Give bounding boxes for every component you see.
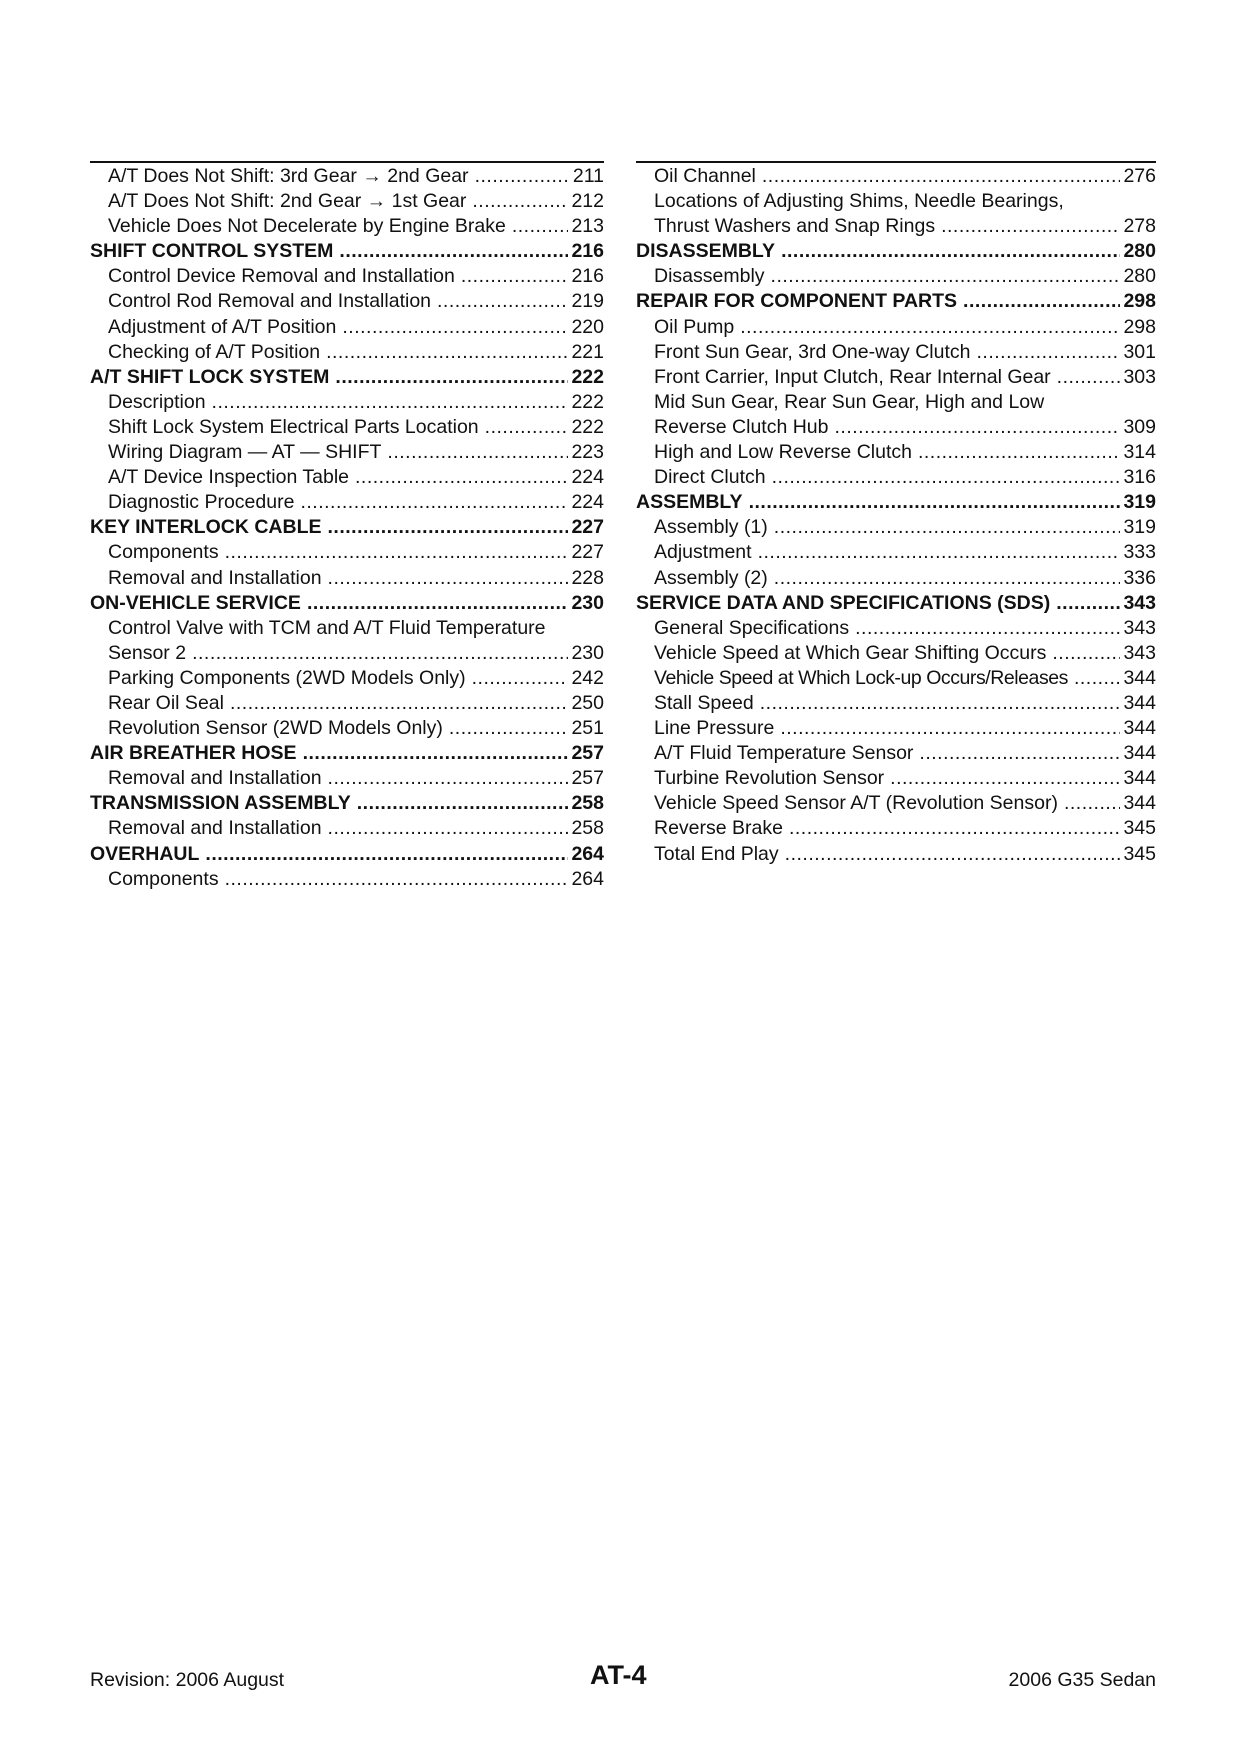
toc-entry-page: 343 — [1123, 591, 1156, 614]
toc-entry-page: 345 — [1123, 817, 1156, 840]
toc-entry[interactable] — [90, 641, 604, 666]
toc-entry-title: Removal and Installation — [108, 566, 322, 589]
toc-entry-title: Vehicle Speed at Which Gear Shifting Occurs — [654, 641, 1047, 664]
toc-dot-leader — [771, 264, 1121, 289]
toc-section-entry[interactable] — [90, 365, 604, 390]
toc-entry-title: General Specifications — [654, 616, 850, 639]
toc-entry[interactable] — [90, 716, 604, 741]
toc-entry-title: Stall Speed — [654, 691, 754, 714]
toc-entry-title: Assembly (1) — [654, 516, 768, 539]
toc-entry-page: 216 — [571, 265, 604, 288]
toc-entry-page: 212 — [571, 190, 604, 213]
toc-entry[interactable] — [90, 465, 604, 490]
toc-entry[interactable] — [90, 315, 604, 340]
toc-dot-leader — [758, 540, 1121, 565]
toc-entry-page: 280 — [1123, 265, 1156, 288]
toc-dot-leader — [1064, 791, 1120, 816]
toc-entry-page: 257 — [571, 767, 604, 790]
toc-entry-title: Direct Clutch — [654, 466, 766, 489]
toc-dot-leader — [774, 566, 1121, 591]
toc-dot-leader — [472, 666, 569, 691]
toc-entry-page: 264 — [571, 867, 604, 890]
toc-entry-title: Checking of A/T Position — [108, 340, 321, 363]
toc-dot-leader — [835, 415, 1121, 440]
toc-dot-leader — [760, 691, 1121, 716]
toc-entry[interactable] — [90, 566, 604, 591]
toc-entry-page: 344 — [1123, 691, 1156, 714]
toc-entry-title: A/T Fluid Temperature Sensor — [654, 742, 914, 765]
toc-entry-title: Turbine Revolution Sensor — [654, 767, 885, 790]
toc-dot-leader — [342, 315, 568, 340]
toc-entry-page: 224 — [571, 466, 604, 489]
toc-dot-leader — [785, 842, 1121, 867]
toc-entry-page: 220 — [571, 315, 604, 338]
toc-dot-leader — [225, 867, 569, 892]
toc-entry[interactable] — [636, 164, 1156, 189]
toc-entry-title: Removal and Installation — [108, 767, 322, 790]
toc-entry[interactable] — [90, 390, 604, 415]
toc-section-entry[interactable] — [636, 289, 1156, 314]
toc-entry[interactable] — [636, 666, 1156, 691]
toc-entry-title: Reverse Clutch Hub — [654, 415, 829, 438]
toc-entry-page: 250 — [571, 691, 604, 714]
toc-entry-page: 242 — [571, 666, 604, 689]
toc-entry-title: ASSEMBLY — [636, 491, 743, 514]
toc-section-entry[interactable] — [90, 842, 604, 867]
toc-dot-leader — [230, 691, 568, 716]
toc-entry-page: 230 — [571, 591, 604, 614]
toc-entry-prefix: Locations of Adjusting Shims, Needle Bearings, — [654, 190, 1064, 213]
toc-entry[interactable] — [90, 289, 604, 314]
toc-entry[interactable] — [636, 566, 1156, 591]
toc-entry-page: 303 — [1123, 365, 1156, 388]
toc-dot-leader — [475, 164, 570, 189]
toc-entry[interactable] — [90, 816, 604, 841]
toc-entry[interactable] — [90, 264, 604, 289]
toc-entry-page: 230 — [571, 641, 604, 664]
toc-entry-page: 344 — [1123, 792, 1156, 815]
toc-entry-page: 216 — [571, 240, 604, 263]
toc-entry[interactable] — [636, 842, 1156, 867]
toc-entry-title: Removal and Installation — [108, 817, 322, 840]
toc-left-column — [90, 164, 604, 892]
toc-entry-title: REPAIR FOR COMPONENT PARTS — [636, 290, 958, 313]
toc-entry-title: Front Sun Gear, 3rd One-way Clutch — [654, 340, 971, 363]
toc-section-entry[interactable] — [636, 591, 1156, 616]
toc-entry-page: 251 — [571, 717, 604, 740]
toc-entry-title: Description — [108, 390, 206, 413]
toc-dot-leader — [357, 791, 569, 816]
toc-entry[interactable] — [636, 365, 1156, 390]
toc-dot-leader — [485, 415, 569, 440]
toc-entry-title: Control Rod Removal and Installation — [108, 290, 432, 313]
toc-dot-leader — [328, 515, 569, 540]
toc-dot-leader — [437, 289, 568, 314]
toc-entry-page: 213 — [571, 215, 604, 238]
footer-page-id: AT-4 — [590, 1660, 647, 1690]
toc-entry[interactable] — [636, 766, 1156, 791]
toc-dot-leader — [740, 315, 1120, 340]
toc-entry[interactable] — [636, 264, 1156, 289]
toc-dot-leader — [890, 766, 1120, 791]
toc-entry[interactable] — [90, 540, 604, 565]
toc-dot-leader — [774, 515, 1121, 540]
toc-entry-title: Vehicle Speed Sensor A/T (Revolution Sensor) — [654, 792, 1058, 815]
toc-entry-page: 343 — [1123, 616, 1156, 639]
toc-entry-page: 345 — [1123, 842, 1156, 865]
toc-entry-page: 298 — [1123, 315, 1156, 338]
toc-entry-title: A/T Does Not Shift: 3rd Gear → 2nd Gear — [108, 165, 469, 187]
toc-entry-title: High and Low Reverse Clutch — [654, 441, 912, 464]
toc-section-entry[interactable] — [90, 515, 604, 540]
toc-entry-page: 280 — [1123, 240, 1156, 263]
toc-entry-page: 222 — [571, 365, 604, 388]
toc-section-entry[interactable] — [636, 239, 1156, 264]
toc-entry[interactable] — [90, 666, 604, 691]
toc-dot-leader — [512, 214, 569, 239]
toc-entry-prefix: Mid Sun Gear, Rear Sun Gear, High and Low — [654, 390, 1045, 413]
toc-entry-page: 344 — [1123, 666, 1156, 689]
toc-entry-title: A/T SHIFT LOCK SYSTEM — [90, 365, 330, 388]
toc-entry-page: 264 — [571, 842, 604, 865]
toc-entry[interactable] — [636, 465, 1156, 490]
toc-dot-leader — [307, 591, 569, 616]
toc-entry-title: Diagnostic Procedure — [108, 491, 295, 514]
toc-dot-leader — [205, 842, 568, 867]
toc-dot-leader — [387, 440, 568, 465]
toc-right-column — [636, 164, 1156, 867]
toc-entry[interactable] — [636, 716, 1156, 741]
toc-entry-title: Disassembly — [654, 265, 765, 288]
toc-entry-page: 301 — [1123, 340, 1156, 363]
toc-entry[interactable] — [90, 340, 604, 365]
toc-dot-leader — [976, 340, 1120, 365]
toc-entry[interactable] — [636, 741, 1156, 766]
toc-dot-leader — [772, 465, 1121, 490]
toc-dot-leader — [919, 741, 1120, 766]
toc-dot-leader — [303, 741, 569, 766]
toc-entry-title: Adjustment — [654, 541, 752, 564]
toc-dot-leader — [300, 490, 568, 515]
toc-entry[interactable] — [636, 691, 1156, 716]
toc-entry-title: SERVICE DATA AND SPECIFICATIONS (SDS) — [636, 591, 1051, 614]
toc-dot-leader — [855, 616, 1120, 641]
toc-dot-leader — [749, 490, 1121, 515]
toc-entry[interactable] — [90, 440, 604, 465]
toc-entry-page: 228 — [571, 566, 604, 589]
toc-entry-title: DISASSEMBLY — [636, 240, 776, 263]
toc-dot-leader — [461, 264, 569, 289]
toc-dot-leader — [335, 365, 568, 390]
toc-entry[interactable] — [636, 791, 1156, 816]
toc-entry[interactable] — [90, 766, 604, 791]
toc-entry-title: Vehicle Does Not Decelerate by Engine Brake — [108, 215, 506, 238]
toc-dot-leader — [963, 289, 1120, 314]
toc-entry-title: Oil Channel — [654, 165, 756, 187]
toc-entry-page: 343 — [1123, 641, 1156, 664]
toc-dot-leader — [212, 390, 569, 415]
toc-dot-leader — [328, 766, 569, 791]
toc-entry-title: Rear Oil Seal — [108, 691, 224, 714]
toc-entry-page: 222 — [571, 415, 604, 438]
toc-entry-page: 344 — [1123, 717, 1156, 740]
toc-entry-page: 276 — [1123, 165, 1156, 187]
toc-entry-title: AIR BREATHER HOSE — [90, 742, 297, 765]
toc-entry-title: Total End Play — [654, 842, 779, 865]
toc-dot-leader — [355, 465, 568, 490]
toc-entry[interactable] — [636, 340, 1156, 365]
toc-dot-leader — [328, 566, 569, 591]
toc-entry-title: Components — [108, 867, 219, 890]
toc-entry-page: 224 — [571, 491, 604, 514]
toc-entry-page: 336 — [1123, 566, 1156, 589]
right-column-top-rule — [636, 161, 1156, 163]
toc-entry-page: 227 — [571, 541, 604, 564]
toc-entry-title: Reverse Brake — [654, 817, 783, 840]
toc-dot-leader — [192, 641, 568, 666]
toc-entry-title: Front Carrier, Input Clutch, Rear Internal Gear — [654, 365, 1051, 388]
toc-dot-leader — [328, 816, 569, 841]
toc-entry[interactable] — [636, 415, 1156, 440]
toc-entry-prefix: Control Valve with TCM and A/T Fluid Temperature — [108, 616, 546, 639]
toc-entry[interactable] — [636, 515, 1156, 540]
toc-entry-page: 222 — [571, 390, 604, 413]
toc-dot-leader — [789, 816, 1120, 841]
toc-dot-leader — [941, 214, 1120, 239]
toc-entry-title: Sensor 2 — [108, 641, 187, 664]
toc-entry-title: TRANSMISSION ASSEMBLY — [90, 792, 351, 815]
toc-entry-title: Thrust Washers and Snap Rings — [654, 215, 936, 238]
toc-dot-leader — [225, 540, 569, 565]
toc-entry[interactable] — [90, 867, 604, 892]
toc-entry-page: 221 — [571, 340, 604, 363]
toc-entry-page: 227 — [571, 516, 604, 539]
toc-dot-leader — [762, 164, 1121, 189]
toc-section-entry[interactable] — [90, 591, 604, 616]
toc-dot-leader — [1052, 641, 1120, 666]
toc-entry-title: SHIFT CONTROL SYSTEM — [90, 240, 334, 263]
toc-entry-title: OVERHAUL — [90, 842, 200, 865]
toc-entry-page: 344 — [1123, 742, 1156, 765]
toc-dot-leader — [780, 716, 1120, 741]
toc-dot-leader — [1074, 666, 1121, 691]
toc-entry-title: A/T Does Not Shift: 2nd Gear → 1st Gear — [108, 190, 467, 213]
toc-entry[interactable] — [636, 214, 1156, 239]
toc-entry-page: 258 — [571, 817, 604, 840]
toc-section-entry[interactable] — [90, 791, 604, 816]
toc-entry-page: 344 — [1123, 767, 1156, 790]
toc-entry[interactable] — [636, 440, 1156, 465]
toc-entry-title: Shift Lock System Electrical Parts Location — [108, 415, 479, 438]
toc-entry-title: Wiring Diagram — AT — SHIFT — [108, 441, 382, 464]
toc-entry-page: 258 — [571, 792, 604, 815]
toc-entry-page: 211 — [572, 165, 604, 187]
toc-entry-title: Revolution Sensor (2WD Models Only) — [108, 717, 443, 740]
toc-dot-leader — [472, 189, 568, 214]
toc-entry-title: Oil Pump — [654, 315, 735, 338]
toc-entry-title: Components — [108, 541, 219, 564]
toc-dot-leader — [326, 340, 568, 365]
toc-dot-leader — [1056, 591, 1120, 616]
toc-entry-page: 298 — [1123, 290, 1156, 313]
toc-entry-page: 278 — [1123, 215, 1156, 238]
toc-section-entry[interactable] — [90, 239, 604, 264]
toc-entry-page: 257 — [571, 742, 604, 765]
toc-entry[interactable] — [90, 189, 604, 214]
toc-entry-page: 223 — [571, 441, 604, 464]
toc-dot-leader — [1057, 365, 1121, 390]
footer-model: 2006 G35 Sedan — [1008, 1669, 1156, 1691]
toc-entry[interactable] — [90, 415, 604, 440]
toc-entry-title: Vehicle Speed at Which Lock-up Occurs/Releases — [654, 666, 1068, 689]
toc-entry[interactable] — [636, 641, 1156, 666]
toc-entry[interactable] — [90, 490, 604, 515]
toc-entry-title: Parking Components (2WD Models Only) — [108, 666, 466, 689]
toc-dot-leader — [918, 440, 1120, 465]
toc-entry[interactable] — [90, 691, 604, 716]
toc-entry-title: A/T Device Inspection Table — [108, 466, 349, 489]
toc-entry[interactable] — [90, 214, 604, 239]
toc-entry-title: Line Pressure — [654, 717, 775, 740]
toc-entry-page: 319 — [1123, 516, 1156, 539]
toc-dot-leader — [449, 716, 569, 741]
toc-entry[interactable] — [636, 816, 1156, 841]
toc-entry[interactable] — [90, 164, 604, 189]
toc-entry-title: ON-VEHICLE SERVICE — [90, 591, 301, 614]
toc-entry-title: Adjustment of A/T Position — [108, 315, 337, 338]
toc-entry-page: 219 — [571, 290, 604, 313]
toc-entry-title: KEY INTERLOCK CABLE — [90, 516, 322, 539]
toc-entry-title: Assembly (2) — [654, 566, 768, 589]
toc-entry-page: 309 — [1123, 415, 1156, 438]
toc-entry[interactable] — [636, 315, 1156, 340]
toc-section-entry[interactable] — [90, 741, 604, 766]
toc-entry-title: Control Device Removal and Installation — [108, 265, 455, 288]
toc-dot-leader — [781, 239, 1120, 264]
toc-dot-leader — [339, 239, 568, 264]
toc-entry[interactable] — [636, 616, 1156, 641]
toc-entry-page: 333 — [1123, 541, 1156, 564]
left-column-top-rule — [90, 161, 604, 163]
toc-entry[interactable] — [636, 540, 1156, 565]
toc-entry-page: 319 — [1123, 491, 1156, 514]
toc-section-entry[interactable] — [636, 490, 1156, 515]
toc-entry-page: 316 — [1123, 466, 1156, 489]
toc-entry-page: 314 — [1123, 441, 1156, 464]
footer-revision: Revision: 2006 August — [90, 1669, 285, 1691]
